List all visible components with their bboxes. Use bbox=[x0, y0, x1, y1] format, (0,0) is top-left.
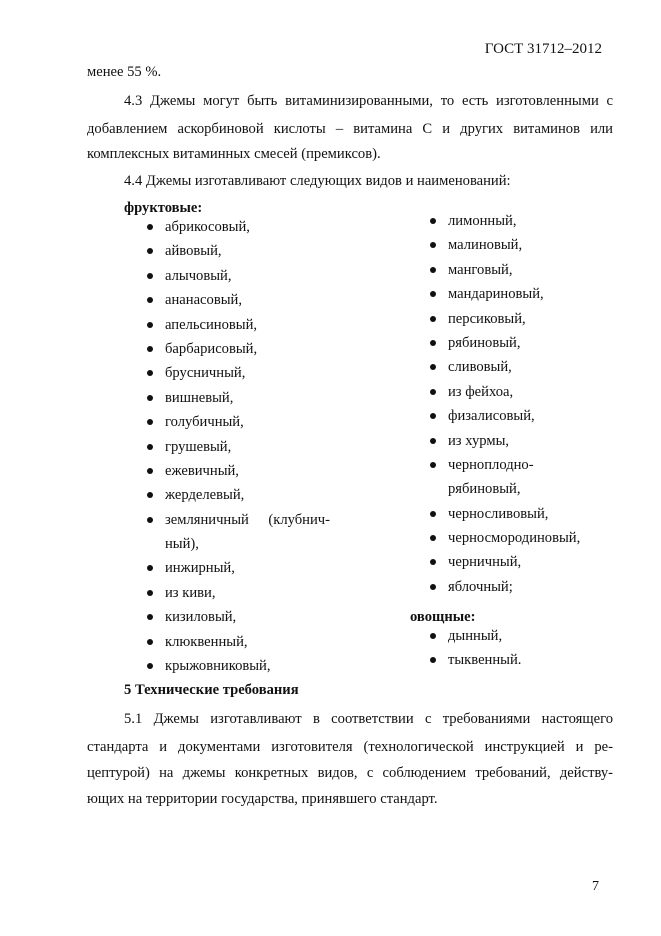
bullet-icon bbox=[147, 565, 153, 571]
section-5-line-3: цептурой) на джемы конкретных видов, с соблюдением требований, действу- bbox=[87, 765, 613, 781]
bullet-icon bbox=[147, 663, 153, 669]
bullet-icon bbox=[430, 657, 436, 663]
bullet-icon bbox=[430, 559, 436, 565]
bullet-icon bbox=[147, 468, 153, 474]
bullet-icon bbox=[430, 511, 436, 517]
bullet-icon bbox=[147, 297, 153, 303]
page-number: 7 bbox=[592, 879, 599, 894]
bullet-icon bbox=[430, 413, 436, 419]
section-5-line-1: 5.1 Джемы изготавливают в соответствии с требованиями настоящего bbox=[124, 711, 613, 727]
bullet-icon bbox=[430, 462, 436, 468]
bullet-icon bbox=[147, 273, 153, 279]
bullet-icon bbox=[430, 389, 436, 395]
para-4-3-line-1: 4.3 Джемы могут быть витаминизированными, то есть изготовленными с bbox=[124, 93, 613, 109]
bullet-icon bbox=[430, 340, 436, 346]
section-5-title: 5 Технические требования bbox=[124, 682, 299, 698]
bullet-icon bbox=[147, 419, 153, 425]
para-4-3-line-3: комплексных витаминных смесей (премиксов). bbox=[87, 146, 381, 162]
paragraph-end-line: менее 55 %. bbox=[87, 64, 162, 80]
vegetable-heading: овощные: bbox=[410, 609, 476, 625]
bullet-icon bbox=[147, 322, 153, 328]
bullet-icon bbox=[147, 492, 153, 498]
bullet-icon bbox=[147, 517, 153, 523]
bullet-icon bbox=[430, 633, 436, 639]
bullet-icon bbox=[430, 438, 436, 444]
para-4-4: 4.4 Джемы изготавливают следующих видов и наименований: bbox=[124, 173, 511, 189]
fruit-heading: фруктовые: bbox=[124, 200, 203, 216]
bullet-icon bbox=[147, 224, 153, 230]
bullet-icon bbox=[147, 590, 153, 596]
section-5-line-2: стандарта и документами изготовителя (технологической инструкцией и ре- bbox=[87, 739, 613, 755]
bullet-icon bbox=[147, 444, 153, 450]
bullet-icon bbox=[430, 364, 436, 370]
bullet-icon bbox=[430, 267, 436, 273]
para-4-3-line-2: добавлением аскорбиновой кислоты – витамина С и других витаминов или bbox=[87, 121, 613, 137]
bullet-icon bbox=[430, 316, 436, 322]
bullet-icon bbox=[430, 535, 436, 541]
bullet-icon bbox=[147, 370, 153, 376]
bullet-icon bbox=[430, 242, 436, 248]
bullet-icon bbox=[430, 218, 436, 224]
document-code: ГОСТ 31712–2012 bbox=[484, 41, 602, 57]
bullet-icon bbox=[147, 614, 153, 620]
bullet-icon bbox=[430, 584, 436, 590]
bullet-icon bbox=[147, 395, 153, 401]
bullet-icon bbox=[430, 291, 436, 297]
section-5-line-4: ющих на территории государства, принявшего стандарт. bbox=[87, 791, 438, 807]
bullet-icon bbox=[147, 248, 153, 254]
bullet-icon bbox=[147, 346, 153, 352]
bullet-icon bbox=[147, 639, 153, 645]
